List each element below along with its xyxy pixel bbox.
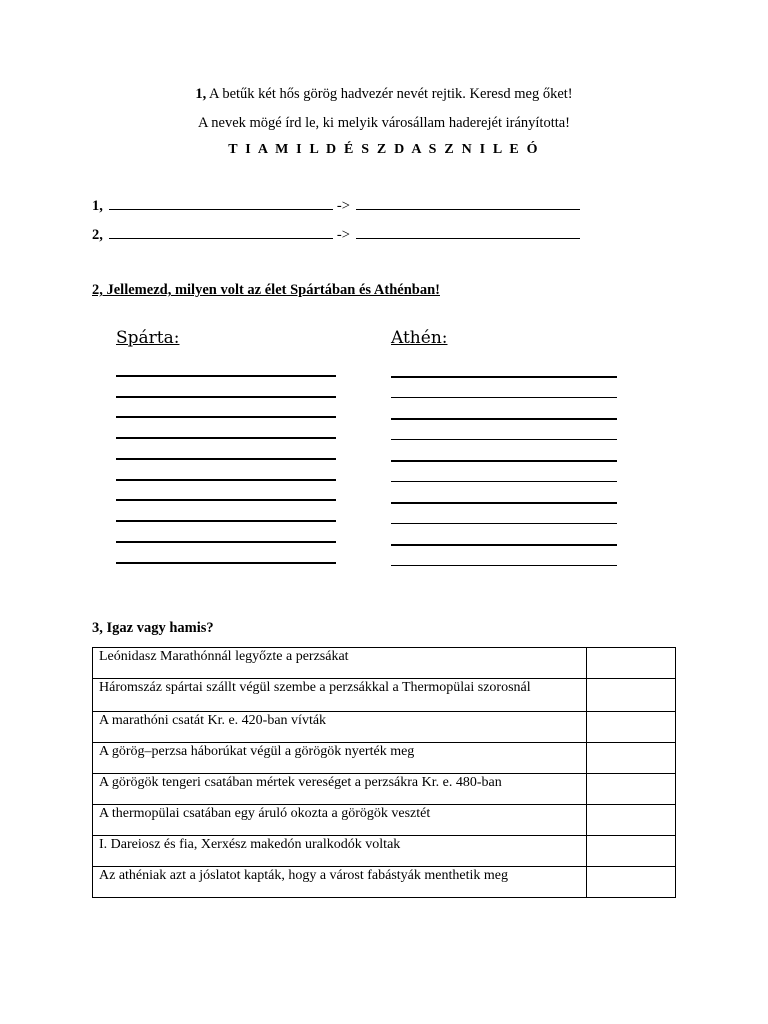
table-row: [93, 648, 676, 679]
name-blank[interactable]: [109, 197, 333, 210]
task1-instruction: [0, 86, 768, 103]
task1-instruction-text: A betűk két hős görög hadvezér nevét rejtik. Keresd meg őket!: [206, 86, 573, 102]
athen-writing-line[interactable]: [391, 460, 617, 462]
sparta-writing-line[interactable]: [116, 479, 336, 481]
answer-cell[interactable]: [587, 712, 676, 743]
letter-puzzle: T I A M I L D É S Z D A S Z N I L E Ó: [228, 142, 540, 157]
task1-number: 1,: [195, 86, 207, 102]
true-false-table: [92, 647, 676, 898]
table-row: [93, 867, 676, 898]
answer-row-2: [92, 226, 580, 244]
sparta-writing-line[interactable]: [116, 458, 336, 460]
sparta-writing-line[interactable]: [116, 562, 336, 564]
sparta-writing-line[interactable]: [116, 437, 336, 439]
sparta-writing-line[interactable]: [116, 396, 336, 398]
athen-writing-line[interactable]: [391, 418, 617, 420]
answer-row-1: [92, 197, 580, 215]
athen-heading: Athén:: [391, 328, 448, 348]
athen-writing-line[interactable]: [391, 565, 617, 566]
city-blank[interactable]: [356, 197, 580, 210]
answer-cell[interactable]: [587, 836, 676, 867]
athen-writing-line[interactable]: [391, 523, 617, 524]
answer-cell[interactable]: [587, 648, 676, 679]
statement: A marathóni csatát Kr. e. 420-ban vívták: [93, 712, 587, 743]
athen-writing-line[interactable]: [391, 439, 617, 440]
athen-writing-line[interactable]: [391, 481, 617, 482]
statement: Az athéniak azt a jóslatot kapták, hogy a várost fabástyák menthetik meg: [93, 867, 587, 898]
table-row: [93, 805, 676, 836]
table-row: [93, 836, 676, 867]
statement: Háromszáz spártai szállt végül szembe a perzsákkal a Thermopülai szorosnál: [93, 679, 587, 712]
city-blank[interactable]: [356, 226, 580, 239]
answer-cell[interactable]: [587, 867, 676, 898]
table-row: [93, 679, 676, 712]
name-blank[interactable]: [109, 226, 333, 239]
arrow: ->: [336, 227, 350, 243]
statement: A thermopülai csatában egy áruló okozta a görögök vesztét: [93, 805, 587, 836]
sparta-writing-line[interactable]: [116, 499, 336, 501]
statement: A görög–perzsa háborúkat végül a görögök nyerték meg: [93, 743, 587, 774]
statement: A görögök tengeri csatában mértek vereséget a perzsákra Kr. e. 480-ban: [93, 774, 587, 805]
athen-writing-line[interactable]: [391, 502, 617, 504]
task1-instruction-2: A nevek mögé írd le, ki melyik városállam haderejét irányította!: [197, 115, 571, 131]
task3-heading: 3, Igaz vagy hamis?: [92, 620, 214, 636]
sparta-writing-line[interactable]: [116, 541, 336, 543]
answer-cell[interactable]: [587, 805, 676, 836]
statement: Leónidasz Marathónnál legyőzte a perzsákat: [93, 648, 587, 679]
sparta-writing-line[interactable]: [116, 375, 336, 377]
sparta-writing-line[interactable]: [116, 416, 336, 418]
athen-writing-line[interactable]: [391, 397, 617, 398]
table-row: [93, 743, 676, 774]
table-row: [93, 774, 676, 805]
table-row: [93, 712, 676, 743]
arrow: ->: [336, 198, 350, 214]
answer-cell[interactable]: [587, 743, 676, 774]
answer-cell[interactable]: [587, 774, 676, 805]
sparta-writing-line[interactable]: [116, 520, 336, 522]
answer-cell[interactable]: [587, 679, 676, 712]
athen-writing-line[interactable]: [391, 376, 617, 378]
task2-heading: 2, Jellemezd, milyen volt az élet Spártában és Athénban!: [92, 282, 440, 298]
sparta-heading: Spárta:: [116, 328, 180, 348]
answer-row-label: 1,: [92, 198, 103, 214]
athen-writing-line[interactable]: [391, 544, 617, 546]
answer-row-label: 2,: [92, 227, 103, 243]
statement: I. Dareiosz és fia, Xerxész makedón uralkodók voltak: [93, 836, 587, 867]
